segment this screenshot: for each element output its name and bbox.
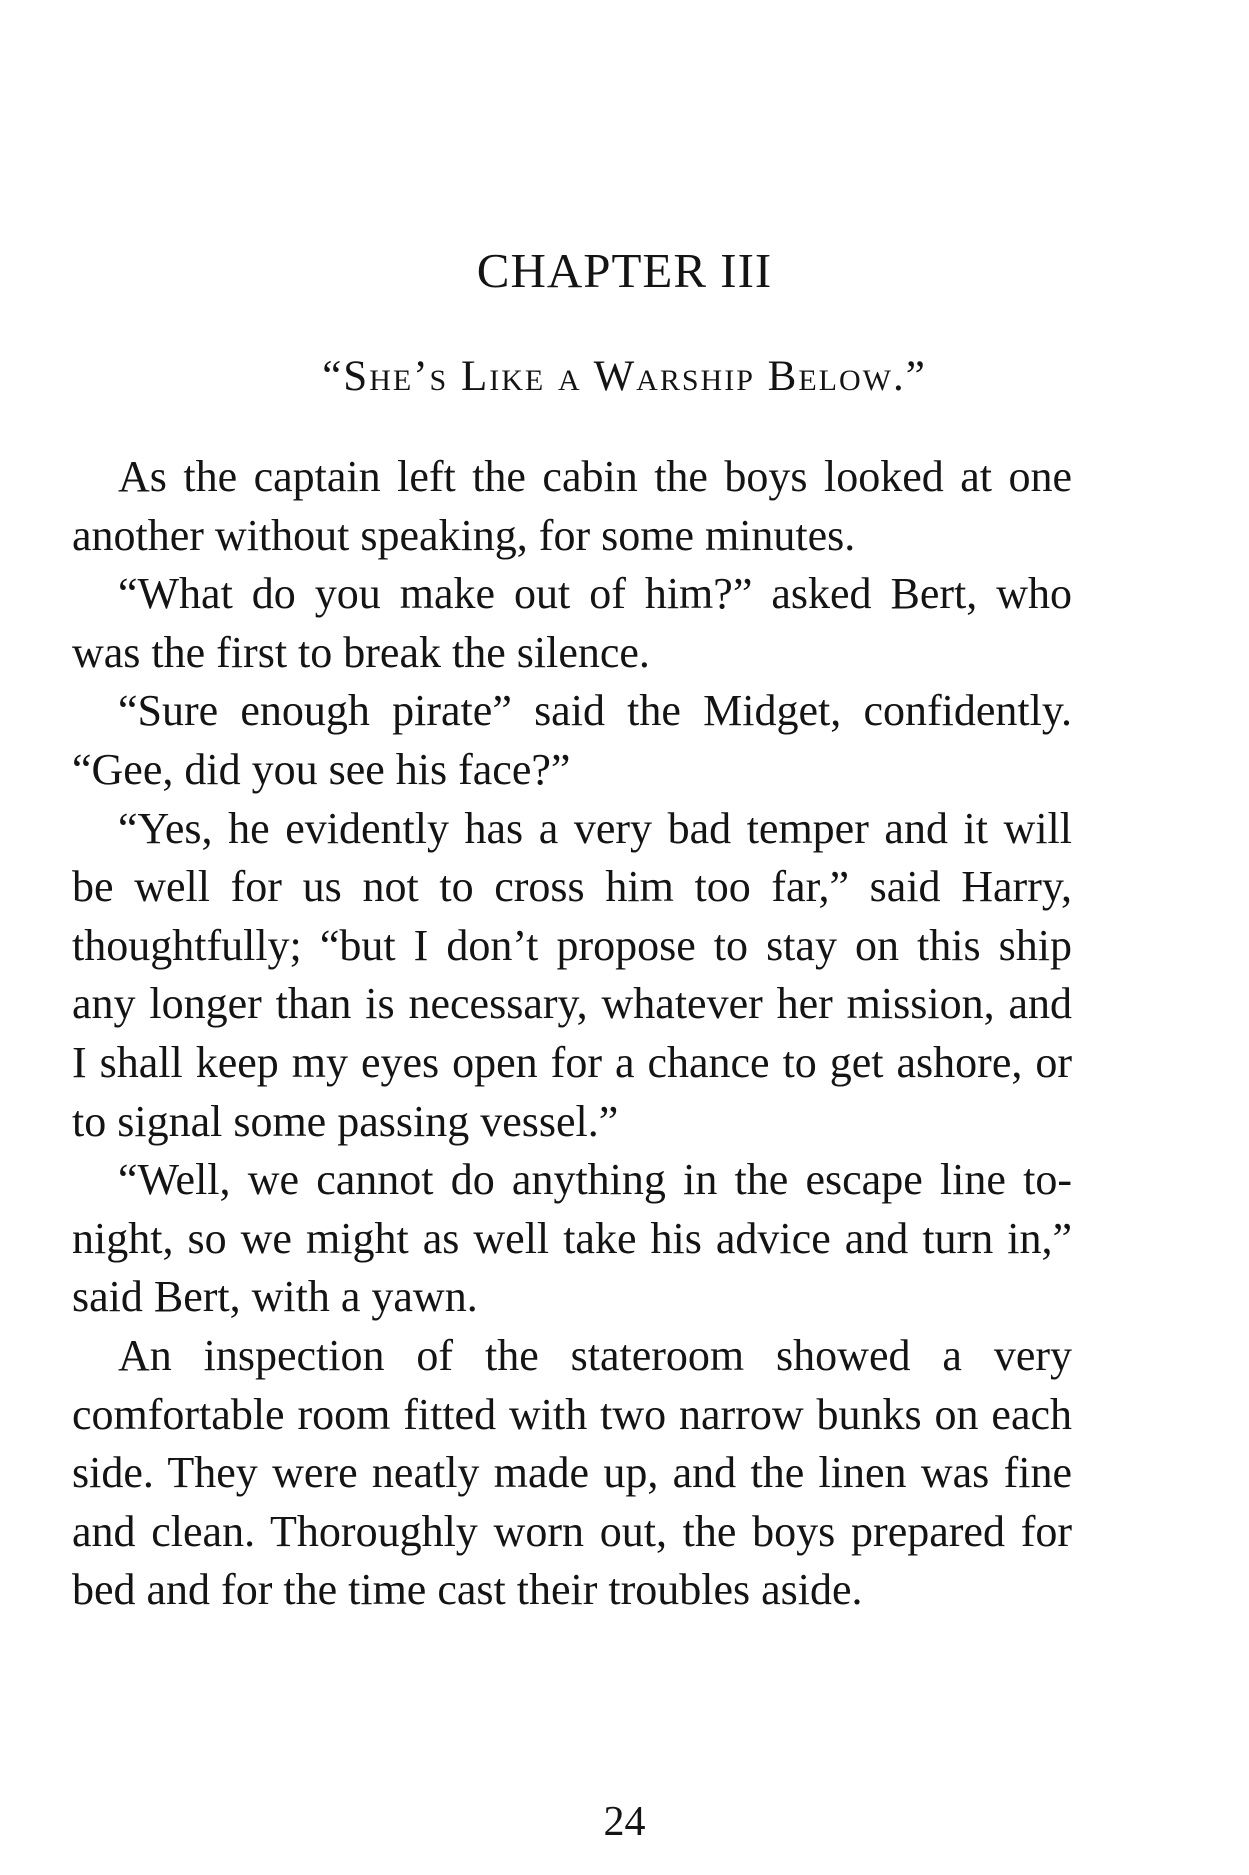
paragraph: An inspection of the stateroom showed a very comfortable room fitted with two narrow bunks on each side. They were neatly made up, and the linen was fine and clean. Thoroughly worn out, the boys prepared for bed and for the time cast their troubles aside. [72,1330,1072,1615]
page-number: 24 [603,1799,646,1845]
chapter-heading: CHAPTER III [476,243,773,298]
paragraph: “Well, we cannot do anything in the escape line to-night, so we might as well take his advice and turn in,” said Bert, with a yawn. [72,1155,1072,1322]
paragraph: “Yes, he evidently has a very bad temper and it will be well for us not to cross him too far,” said Harry, thoughtfully; “but I don’t propose to stay on this ship any longer than is necessary, whatever her mission, and I shall keep my eyes open for a chance to get ashore, or to signal some passing vessel.” [72,803,1072,1146]
paragraph: “Sure enough pirate” said the Midget, confidently. “Gee, did you see his face?” [72,686,1072,794]
chapter-subtitle: “She’s Like a Warship Below.” [322,353,927,400]
paragraph: “What do you make out of him?” asked Bert, who was the first to break the silence. [72,569,1072,677]
body-text [72,448,1072,1620]
paragraph: As the captain left the cabin the boys looked at one another without speaking, for some minutes. [72,452,1072,560]
